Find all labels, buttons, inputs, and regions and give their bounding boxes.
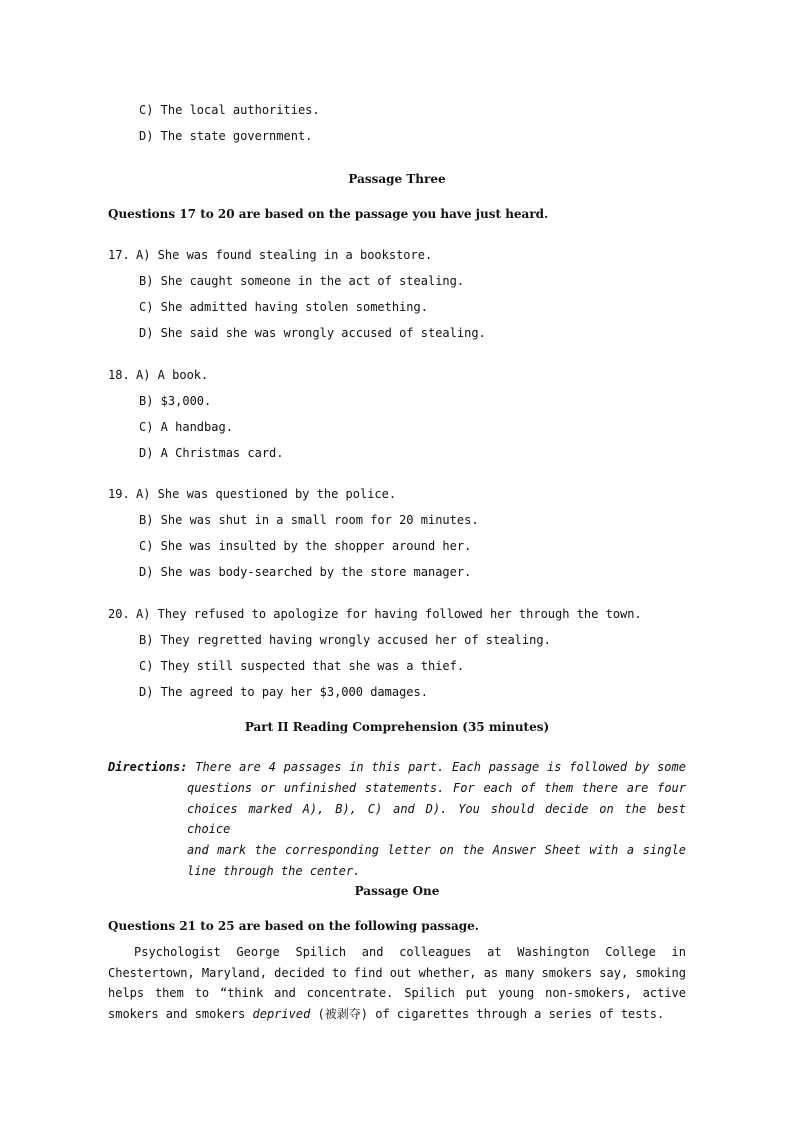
passage-one-paragraph — [108, 942, 686, 1024]
option-d: D) The agreed to pay her $3,000 damages. — [139, 685, 428, 699]
option-a: A) A book. — [136, 368, 209, 382]
line-4-start: smokers and smokers — [108, 1006, 253, 1021]
paragraph-line-1: Psychologist George Spilich and colleagues at Washington College in — [134, 945, 686, 959]
prev-option-c: C) The local authorities. — [139, 103, 320, 117]
directions-line-3: choices marked A), B), C) and D). You should decide on the best choice — [187, 801, 686, 837]
option-c: C) She was insulted by the shopper around her. — [139, 539, 472, 553]
prev-option-d: D) The state government. — [139, 129, 313, 143]
question-number: 18. — [108, 368, 130, 382]
part-two-title: Part II Reading Comprehension (35 minutes) — [244, 720, 550, 734]
paragraph-line-4 — [108, 1004, 686, 1025]
option-b: B) They regretted having wrongly accused her of stealing. — [139, 633, 551, 647]
directions-line-1: There are 4 passages in this part. Each passage is followed by some — [195, 760, 686, 774]
paragraph-line-2: Chestertown, Maryland, decided to find out whether, as many smokers say, smoking — [108, 965, 686, 980]
directions-block — [108, 757, 686, 882]
option-a: A) They refused to apologize for having followed her through the town. — [136, 607, 642, 621]
option-c: C) They still suspected that she was a thief. — [139, 659, 465, 673]
passage-one-instruction: Questions 21 to 25 are based on the following passage. — [108, 919, 479, 933]
passage-three-instruction: Questions 17 to 20 are based on the passage you have just heard. — [108, 207, 549, 221]
question-number: 19. — [108, 487, 130, 501]
paragraph-line-3: helps them to “think and concentrate. Spilich put young non-smokers, active — [108, 986, 686, 1000]
option-d: D) A Christmas card. — [139, 446, 284, 460]
question-number: 20. — [108, 607, 130, 621]
directions-label: Directions: — [108, 760, 188, 774]
question-number: 17. — [108, 248, 130, 262]
passage-three-title: Passage Three — [348, 172, 446, 186]
option-c: C) She admitted having stolen something. — [139, 300, 428, 314]
directions-line-2: questions or unfinished statements. For each of them there are four — [187, 780, 686, 795]
passage-one-title: Passage One — [354, 884, 440, 898]
emphasized-word: deprived — [252, 1006, 311, 1021]
option-a: A) She was found stealing in a bookstore. — [136, 248, 433, 262]
option-d: D) She said she was wrongly accused of stealing. — [139, 326, 486, 340]
directions-line-5: line through the center. — [187, 863, 361, 878]
option-b: B) She was shut in a small room for 20 minutes. — [139, 513, 479, 527]
option-b: B) She caught someone in the act of stealing. — [139, 274, 465, 288]
directions-line-4: and mark the corresponding letter on the Answer Sheet with a single — [187, 843, 686, 858]
line-4-end: (被剥夺) of cigarettes through a series of tests. — [310, 1006, 665, 1021]
option-b: B) $3,000. — [139, 394, 212, 408]
option-d: D) She was body-searched by the store manager. — [139, 565, 472, 579]
option-c: C) A handbag. — [139, 420, 233, 434]
option-a: A) She was questioned by the police. — [136, 487, 397, 501]
